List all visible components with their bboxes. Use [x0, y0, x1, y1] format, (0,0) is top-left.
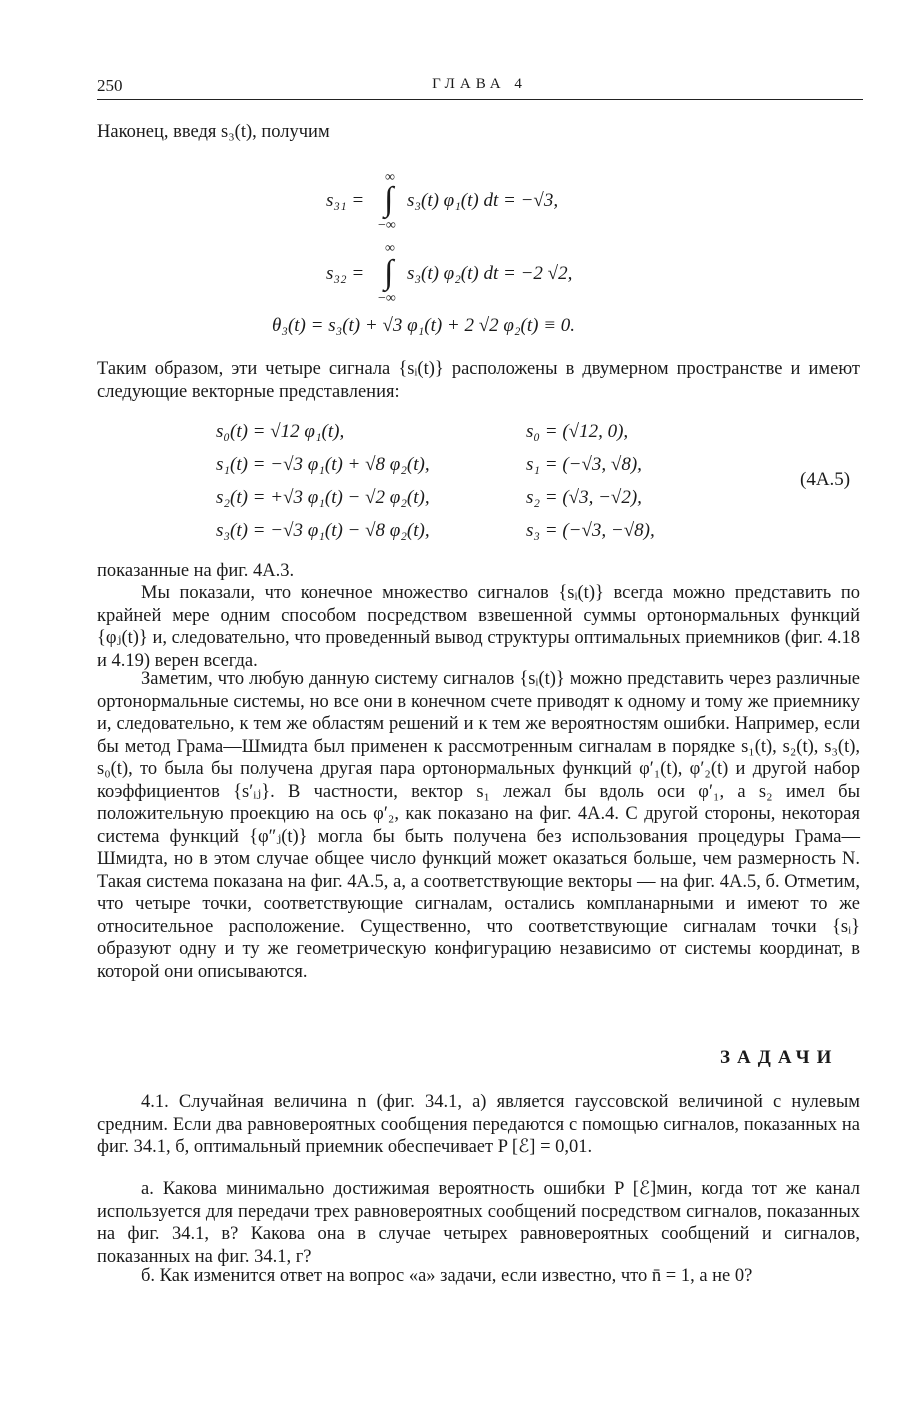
page-number: 250 [97, 76, 123, 95]
s31-body: s₃(t) φ₁(t) dt = −√3, [407, 190, 559, 211]
intro-text: Наконец, введя s₃(t), получим [97, 122, 330, 142]
paragraph-signals: Таким образом, эти четыре сигнала {sᵢ(t)} расположены в двумерном пространстве и имеют следующие векторные представления: [97, 359, 860, 402]
system-row-3-right: s₃ = (−√3, −√8), [526, 520, 655, 541]
s31-lower-limit: −∞ [378, 218, 396, 233]
s32-body: s₃(t) φ₂(t) dt = −2 √2, [407, 263, 573, 284]
system-row-1-left: s₁(t) = −√3 φ₁(t) + √8 φ₂(t), [216, 454, 430, 475]
s32-lower-limit: −∞ [378, 291, 396, 306]
chapter-title: ГЛАВА 4 [432, 76, 527, 92]
s31-upper-limit: ∞ [385, 170, 395, 185]
problem-4-1: 4.1. Случайная величина n (фиг. 34.1, а) является гауссовской величиной с нулевым средним. Если два равновероятных сообщения передаются с помощью сигналов, показанных на фиг. 34.1, б, оптимальный приемник обеспечивает P [ℰ] = 0,01. [97, 1092, 860, 1157]
shown-text: показанные на фиг. 4А.3. [97, 561, 295, 581]
s32-integral-sign: ∫ [384, 254, 394, 291]
s31-left: s₃₁ = [326, 190, 365, 211]
s31-integral-sign: ∫ [384, 181, 394, 218]
system-row-1-right: s₁ = (−√3, √8), [526, 454, 642, 475]
equation-theta: θ₃(t) = s₃(t) + √3 φ₁(t) + 2 √2 φ₂(t) ≡ 0. [272, 315, 576, 336]
problem-4-1-b: б. Как изменится ответ на вопрос «а» задачи, если известно, что n̄ = 1, а не 0? [141, 1266, 753, 1286]
header-rule [97, 99, 863, 100]
paragraph-note: Заметим, что любую данную систему сигналов {sᵢ(t)} можно представить через различные ортонормальные системы, но все они в конечном счете приводят к одному и тому же приемнику и, следовательно, к тем же областям решений и к тем же вероятностям ошибки. Например, если бы метод Грама—Шмидта был применен к рассмотренным сигналам в порядке s₁(t), s₂(t), s₃(t), s₀(t), то была бы получена другая пара ортонормальных функций φ′₁(t), φ′₂(t) и другой набор коэффициентов {s′ᵢⱼ}. В частности, вектор s₁ лежал бы вдоль оси φ′₁, а s₂ имел бы положительную проекцию на ось φ′₂, как показано на фиг. 4А.4. С другой стороны, некоторая система функций {φ″ⱼ(t)} могла бы быть получена без использования процедуры Грама—Шмидта, но в этом случае общее число функций может оказаться больше, чем размерность N. Такая система показана на фиг. 4А.5, а, а соответствующие векторы — на фиг. 4А.5, б. Отметим, что четыре точки, соответствующие сигналам, остались компланарными и имеют то же относительное расположение. Существенно, что соответствующие сигналам точки {sᵢ} образуют одну и ту же геометрическую конфигурацию независимо от системы координат, в которой они описываются. [97, 669, 860, 982]
system-row-0-left: s₀(t) = √12 φ₁(t), [216, 421, 345, 442]
problems-heading: ЗАДАЧИ [720, 1047, 839, 1068]
system-row-0-right: s₀ = (√12, 0), [526, 421, 629, 442]
system-row-2-left: s₂(t) = +√3 φ₁(t) − √2 φ₂(t), [216, 487, 430, 508]
running-head [97, 76, 862, 98]
paragraph-shown: Мы показали, что конечное множество сигналов {sᵢ(t)} всегда можно представить по крайней мере одним способом посредством взвешенной суммы ортонормальных функций {φⱼ(t)} и, следовательно, что проведенный вывод структуры оптимальных приемников (фиг. 4.18 и 4.19) верен всегда. [97, 583, 860, 671]
system-row-2-right: s₂ = (√3, −√2), [526, 487, 642, 508]
s32-left: s₃₂ = [326, 263, 365, 284]
system-row-3-left: s₃(t) = −√3 φ₁(t) − √8 φ₂(t), [216, 520, 430, 541]
s32-upper-limit: ∞ [385, 241, 395, 256]
problem-4-1-a: а. Какова минимально достижимая вероятность ошибки P [ℰ]мин, когда тот же канал используется для передачи трех равновероятных сообщений посредством сигналов, показанных на фиг. 34.1, в? Какова она в случае четырех равновероятных сообщений и сигналов, показанных на фиг. 34.1, г? [97, 1179, 860, 1267]
equation-number: (4A.5) [800, 469, 851, 490]
